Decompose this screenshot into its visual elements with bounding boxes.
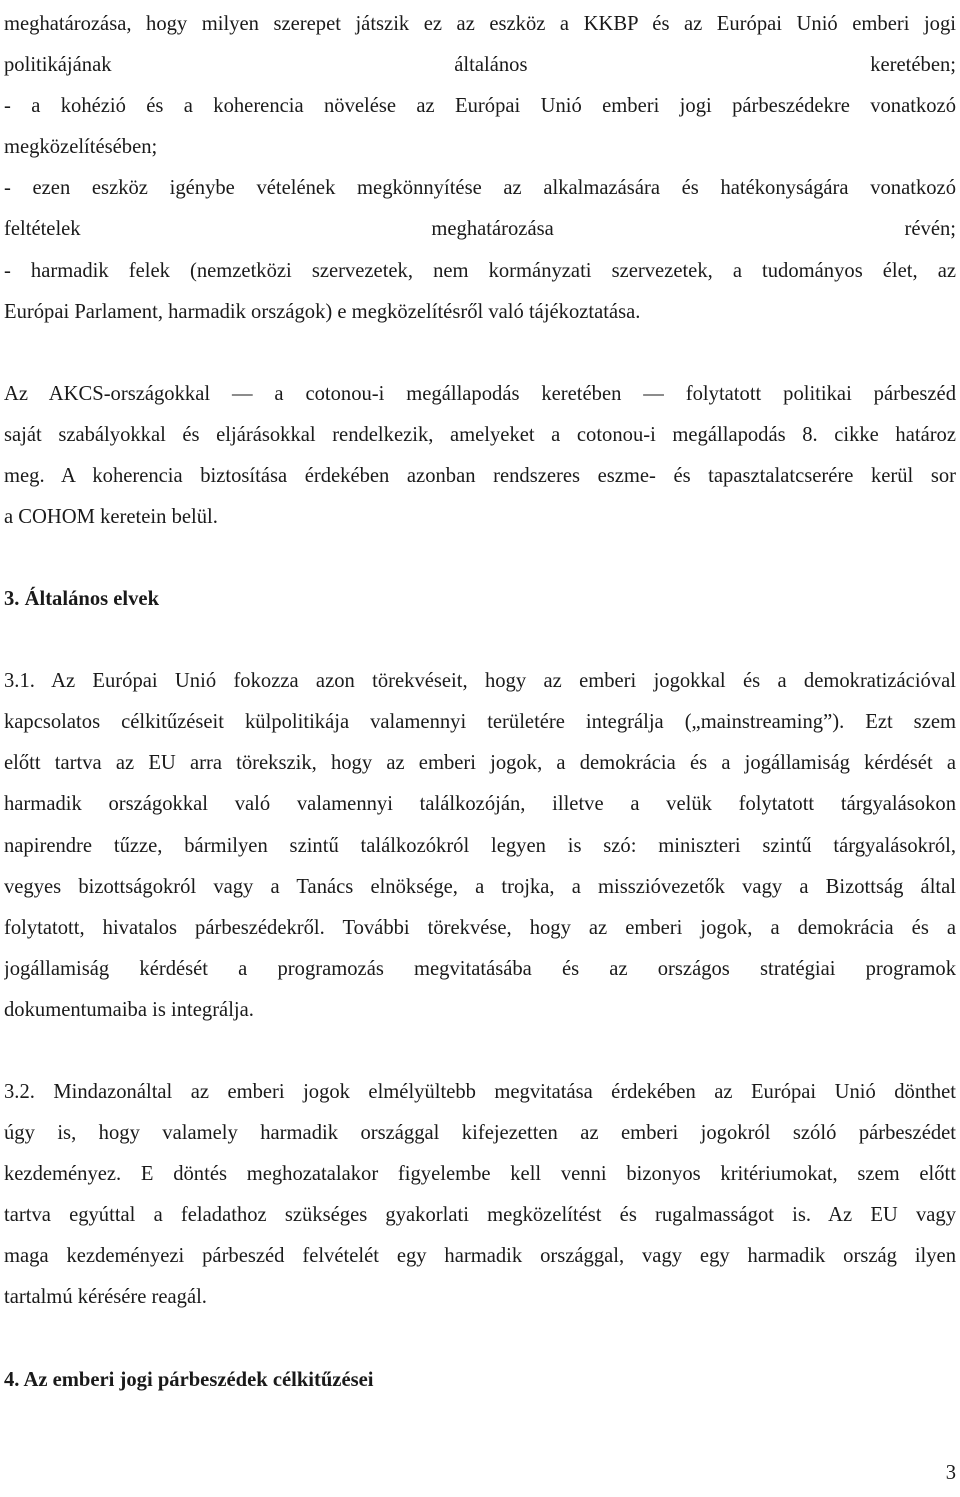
section-heading-3: 3. Általános elvek [4,588,160,611]
akcs-paragraph [4,374,956,538]
text-line: feltételek meghatározása révén; [4,218,956,241]
section-3-2-paragraph [4,1072,956,1319]
section-3-1-paragraph [4,661,956,1031]
text-line: 3.2. Mindazonáltal az emberi jogok elmélyültebb megvitatása érdekében az Európai Unió dönthet [4,1080,956,1103]
text-line: harmadik országokkal való valamennyi találkozóján, illetve a velük folytatott tárgyalásokon [4,793,956,816]
text-line: 3.1. Az Európai Unió fokozza azon törekvéseit, hogy az emberi jogokkal és a demokratizációval [4,670,956,693]
text-line: meg. A koherencia biztosítása érdekében azonban rendszeres eszme- és tapasztalatcserére kerül sor [4,464,956,487]
text-line: Európai Parlament, harmadik országok) e megközelítésről való tájékoztatása. [4,300,641,323]
page-number: 3 [945,1462,956,1484]
text-line: - harmadik felek (nemzetközi szervezetek, nem kormányzati szervezetek, a tudományos élet, az [4,259,956,282]
text-line: előtt tartva az EU arra törekszik, hogy az emberi jogok, a demokrácia és a jogállamiság kérdését a [4,752,956,775]
text-line: folytatott, hivatalos párbeszédekről. További törekvése, hogy az emberi jogok, a demokrácia és a [4,916,956,939]
text-line: tartalmú kérésére reagál. [4,1286,207,1309]
text-line: politikájának általános keretében; [4,54,956,77]
paragraph-spacer [4,333,956,374]
paragraph-spacer [4,538,956,579]
paragraph-spacer [4,620,956,661]
paragraph-spacer [4,1031,956,1072]
text-line: meghatározása, hogy milyen szerepet játszik ez az eszköz a KKBP és az Európai Unió emberi jogi [4,13,956,35]
text-line: dokumentumaiba is integrálja. [4,998,254,1021]
text-line: kezdeményez. E döntés meghozatalakor figyelembe kell venni bizonyos kritériumokat, szem előtt [4,1163,956,1186]
text-line: megközelítésében; [4,136,158,159]
text-line: napirendre tűzze, bármilyen szintű találkozókról legyen is szó: miniszteri szintű tárgyalásokról, [4,834,956,857]
text-line: a COHOM keretein belül. [4,506,218,529]
text-line: maga kezdeményezi párbeszéd felvételét egy harmadik országgal, vagy egy harmadik ország ilyen [4,1245,956,1268]
text-line: - a kohézió és a koherencia növelése az Európai Unió emberi jogi párbeszédekre vonatkozó [4,95,956,118]
text-line: vegyes bizottságokról vagy a Tanács elnöksége, a trojka, a misszióvezetők vagy a Bizottság által [4,875,956,898]
opening-paragraph [4,4,956,333]
section-heading-4: 4. Az emberi jogi párbeszédek célkitűzései [4,1368,374,1391]
text-line: tartva egyúttal a feladathoz szükséges gyakorlati megközelítést és rugalmasságot is. Az EU vagy [4,1204,956,1227]
text-line: kapcsolatos célkitűzéseit külpolitikája valamennyi területére integrálja („mainstreaming”). Ezt szem [4,711,956,734]
text-line: jogállamiság kérdését a programozás megvitatásába és az országos stratégiai programok [4,957,956,980]
text-line: úgy is, hogy valamely harmadik országgal kifejezetten az emberi jogokról szóló párbeszédet [4,1122,956,1145]
text-line: Az AKCS-országokkal — a cotonou-i megállapodás keretében — folytatott politikai párbeszéd [4,382,956,405]
paragraph-spacer [4,1319,956,1360]
text-line: saját szabályokkal és eljárásokkal rendelkezik, amelyeket a cotonou-i megállapodás 8. cikke határoz [4,423,956,446]
text-line: - ezen eszköz igénybe vételének megkönnyítése az alkalmazására és hatékonyságára vonatkozó [4,177,956,200]
